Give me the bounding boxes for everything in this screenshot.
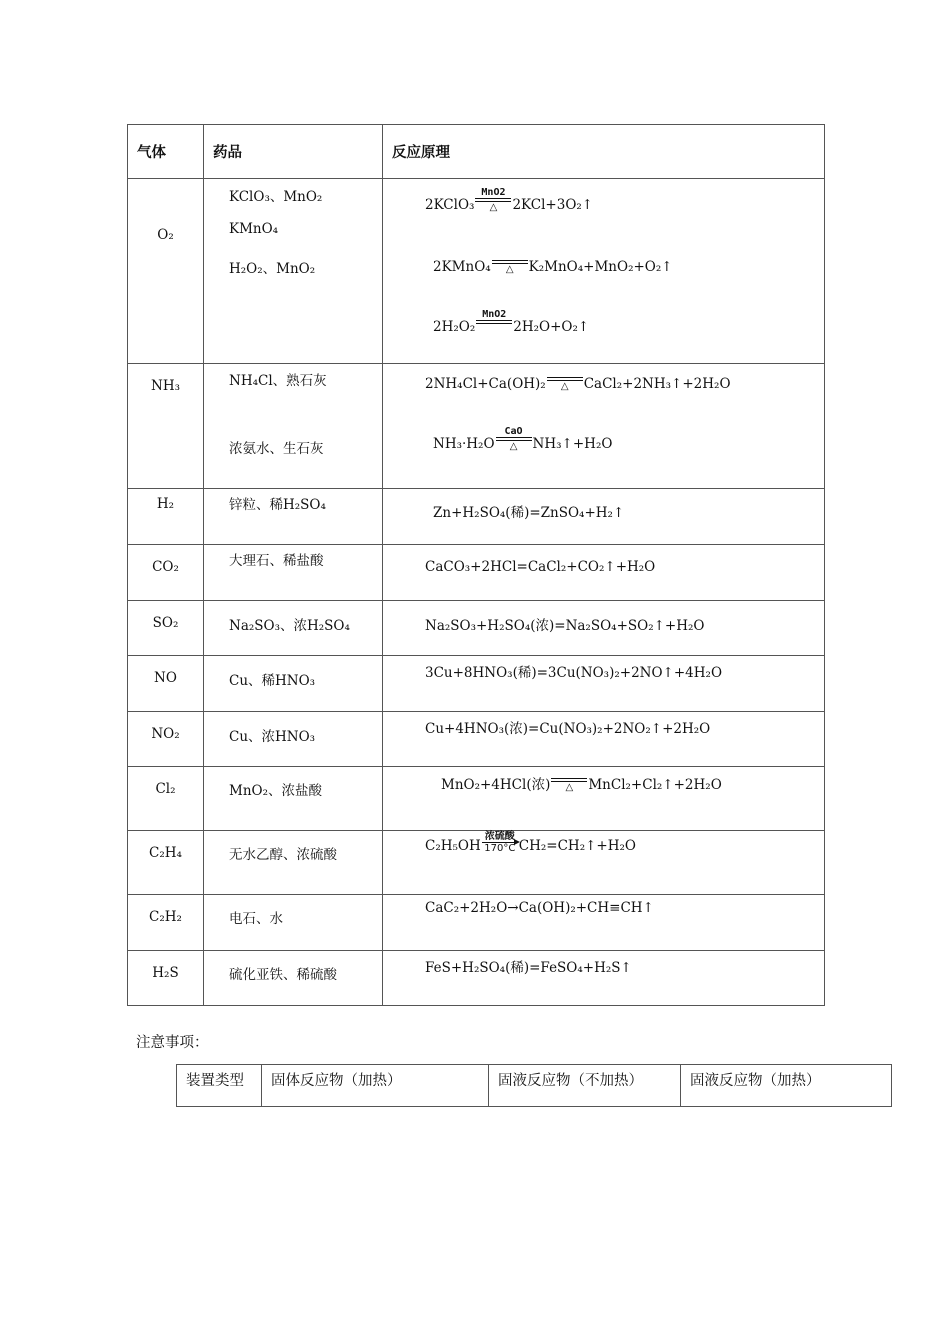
gas-cell	[128, 179, 204, 364]
gas-formula: C₂H₂	[149, 909, 182, 925]
gas-cell-inner	[128, 831, 203, 894]
reagent-text: Na₂SO₃、浓H₂SO₄	[229, 618, 350, 634]
reaction-cell-inner	[383, 767, 824, 830]
reaction-cell-inner	[383, 656, 824, 711]
gas-cell	[128, 951, 204, 1006]
table-row	[128, 831, 825, 895]
equation-text: Na₂SO₃+H₂SO₄(浓)=Na₂SO₄+SO₂↑+H₂O	[425, 618, 705, 634]
gas-cell-inner	[128, 951, 203, 1005]
reaction-cell	[383, 767, 825, 831]
table-row	[128, 364, 825, 489]
reagent-text: MnO₂、浓盐酸	[229, 783, 322, 799]
gas-formula: NO	[154, 670, 177, 686]
table-row	[128, 179, 825, 364]
reaction-arrow	[482, 842, 518, 843]
products: 2H₂O+O₂↑	[513, 319, 590, 335]
reaction-condition	[492, 249, 528, 275]
reaction-cell-inner	[383, 895, 824, 950]
reactants: 2H₂O₂	[433, 319, 476, 335]
reaction-equation	[425, 900, 654, 916]
reaction-cell	[383, 712, 825, 767]
reagent-text: 大理石、稀盐酸	[229, 553, 324, 569]
reaction-cell-inner	[383, 179, 824, 363]
heat-symbol: △	[565, 782, 574, 793]
header-gas: 气体	[128, 125, 204, 179]
gas-cell-inner	[128, 767, 203, 830]
gas-formula: Cl₂	[155, 781, 176, 797]
reaction-cell	[383, 831, 825, 895]
heat-symbol: △	[560, 381, 569, 392]
gas-cell	[128, 601, 204, 656]
drugs-cell-inner	[204, 831, 382, 894]
reaction-cell	[383, 179, 825, 364]
equals-sign	[476, 320, 512, 324]
apparatus-type-label: 装置类型	[177, 1065, 262, 1107]
catalyst-label: 浓硫酸	[484, 831, 515, 842]
gas-cell	[128, 767, 204, 831]
heat-symbol: 170°C	[484, 843, 516, 854]
reaction-cell-inner	[383, 545, 824, 600]
reagent-text: 电石、水	[229, 911, 283, 927]
table-row	[128, 951, 825, 1006]
drugs-cell	[204, 601, 383, 656]
gas-cell-inner	[128, 601, 203, 655]
table-row	[128, 767, 825, 831]
reaction-cell	[383, 545, 825, 601]
reaction-condition	[551, 767, 587, 793]
reactants: 2KMnO₄	[433, 259, 491, 275]
reagent-text: 锌粒、稀H₂SO₄	[229, 497, 326, 513]
reagent-text: 浓氨水、生石灰	[229, 441, 324, 457]
drugs-cell	[204, 831, 383, 895]
reaction-condition	[547, 366, 583, 392]
reaction-cell-inner	[383, 489, 824, 544]
gas-cell-inner	[128, 656, 203, 711]
gas-cell-inner	[128, 545, 203, 600]
reaction-cell-inner	[383, 601, 824, 655]
table-row	[128, 656, 825, 712]
table-row	[128, 601, 825, 656]
catalyst-label: MnO2	[482, 309, 507, 320]
equation-text: CaCO₃+2HCl=CaCl₂+CO₂↑+H₂O	[425, 559, 656, 575]
drugs-cell	[204, 545, 383, 601]
table-row	[128, 545, 825, 601]
table-row	[128, 712, 825, 767]
reaction-cell	[383, 656, 825, 712]
gas-formula: O₂	[157, 227, 174, 243]
reaction-equation	[425, 717, 710, 737]
products: CaCl₂+2NH₃↑+2H₂O	[583, 376, 731, 392]
reaction-cell	[383, 601, 825, 656]
gas-formula: H₂S	[152, 965, 179, 981]
drugs-cell-inner	[204, 712, 382, 766]
products: 2KCl+3O₂↑	[512, 197, 594, 213]
notes-title: 注意事项：	[136, 1035, 209, 1051]
reaction-equation	[425, 956, 632, 976]
gas-cell-inner	[128, 489, 203, 544]
gas-formula: CO₂	[152, 559, 179, 575]
reaction-equation	[433, 426, 612, 452]
apparatus-type-table	[176, 1064, 892, 1107]
drugs-cell	[204, 489, 383, 545]
catalyst-label: CaO	[504, 426, 523, 437]
reaction-equation	[425, 661, 722, 681]
gas-cell-inner	[128, 364, 203, 488]
apparatus-solid-liquid-heat: 固液反应物（加热）	[681, 1065, 892, 1107]
header-principle: 反应原理	[383, 125, 825, 179]
gas-cell	[128, 895, 204, 951]
drugs-cell-inner	[204, 601, 382, 655]
gas-preparation-table	[127, 124, 825, 1006]
reaction-equation	[441, 767, 722, 793]
drugs-cell-inner	[204, 545, 382, 600]
reaction-condition	[496, 426, 532, 452]
equation-text: FeS+H₂SO₄(稀)=FeSO₄+H₂S↑	[425, 960, 632, 976]
drugs-cell	[204, 364, 383, 489]
reactants: MnO₂+4HCl(浓)	[441, 777, 551, 793]
reagent-text: KClO₃、MnO₂	[229, 189, 323, 205]
gas-cell-inner	[128, 895, 203, 950]
gas-cell	[128, 489, 204, 545]
reaction-equation	[433, 249, 673, 275]
products: CH₂=CH₂↑+H₂O	[518, 838, 636, 854]
reaction-equation	[425, 831, 636, 854]
table-header-row	[128, 125, 825, 179]
equation-text: CaC₂+2H₂O→Ca(OH)₂+CH≡CH↑	[425, 900, 654, 916]
drugs-cell	[204, 767, 383, 831]
reaction-equation	[425, 187, 593, 213]
reaction-equation	[425, 366, 731, 392]
gas-cell	[128, 712, 204, 767]
reaction-cell	[383, 489, 825, 545]
drugs-cell	[204, 712, 383, 767]
reaction-cell	[383, 951, 825, 1006]
gas-cell	[128, 656, 204, 712]
catalyst-label: MnO2	[481, 187, 506, 198]
drugs-cell	[204, 179, 383, 364]
drugs-cell-inner	[204, 364, 382, 488]
products: K₂MnO₄+MnO₂+O₂↑	[528, 259, 673, 275]
reaction-cell-inner	[383, 712, 824, 766]
table-row	[128, 489, 825, 545]
reaction-cell	[383, 364, 825, 489]
reaction-condition	[475, 187, 511, 213]
gas-cell	[128, 831, 204, 895]
reaction-condition	[476, 309, 512, 335]
reactants: NH₃·H₂O	[433, 436, 495, 452]
reagent-text: Cu、稀HNO₃	[229, 673, 316, 689]
reaction-condition	[482, 831, 518, 854]
apparatus-solid-liquid-noheat: 固液反应物（不加热）	[489, 1065, 681, 1107]
reagent-text: H₂O₂、MnO₂	[229, 261, 316, 277]
drugs-cell-inner	[204, 656, 382, 711]
equation-text: Cu+4HNO₃(浓)=Cu(NO₃)₂+2NO₂↑+2H₂O	[425, 721, 711, 737]
gas-cell	[128, 545, 204, 601]
gas-formula: NO₂	[151, 726, 180, 742]
drugs-cell-inner	[204, 179, 382, 363]
products: MnCl₂+Cl₂↑+2H₂O	[588, 777, 722, 793]
gas-formula: SO₂	[152, 615, 179, 631]
gas-formula: C₂H₄	[149, 845, 182, 861]
gas-cell	[128, 364, 204, 489]
reagent-text: Cu、浓HNO₃	[229, 729, 316, 745]
reagent-text: NH₄Cl、熟石灰	[229, 373, 327, 389]
reaction-cell	[383, 895, 825, 951]
gas-cell-inner	[128, 712, 203, 766]
heat-symbol: △	[489, 202, 498, 213]
reaction-cell-inner	[383, 951, 824, 1005]
header-drugs: 药品	[204, 125, 383, 179]
products: NH₃↑+H₂O	[532, 436, 613, 452]
reagent-text: KMnO₄	[229, 221, 279, 237]
reaction-cell-inner	[383, 364, 824, 488]
heat-symbol: △	[505, 264, 514, 275]
reactants: 2KClO₃	[425, 197, 475, 213]
reactants: C₂H₅OH	[425, 838, 481, 854]
gas-formula: NH₃	[151, 378, 180, 394]
table-row	[128, 895, 825, 951]
drugs-cell	[204, 895, 383, 951]
reaction-equation	[433, 309, 589, 335]
drugs-cell	[204, 951, 383, 1006]
apparatus-solid-heat: 固体反应物（加热）	[262, 1065, 489, 1107]
reaction-equation	[425, 614, 705, 634]
gas-formula: H₂	[156, 496, 175, 512]
drugs-cell-inner	[204, 951, 382, 1005]
reactants: 2NH₄Cl+Ca(OH)₂	[425, 376, 546, 392]
reagent-text: 硫化亚铁、稀硫酸	[229, 967, 337, 983]
equation-text: 3Cu+8HNO₃(稀)=3Cu(NO₃)₂+2NO↑+4H₂O	[425, 665, 723, 681]
reagent-text: 无水乙醇、浓硫酸	[229, 847, 337, 863]
drugs-cell-inner	[204, 767, 382, 830]
equation-text: Zn+H₂SO₄(稀)=ZnSO₄+H₂↑	[433, 505, 625, 521]
gas-cell-inner	[128, 179, 203, 363]
drugs-cell	[204, 656, 383, 712]
reaction-equation	[425, 559, 655, 575]
reaction-equation	[433, 501, 624, 521]
drugs-cell-inner	[204, 895, 382, 950]
heat-symbol: △	[509, 441, 518, 452]
reaction-cell-inner	[383, 831, 824, 894]
table-row	[177, 1065, 892, 1107]
drugs-cell-inner	[204, 489, 382, 544]
